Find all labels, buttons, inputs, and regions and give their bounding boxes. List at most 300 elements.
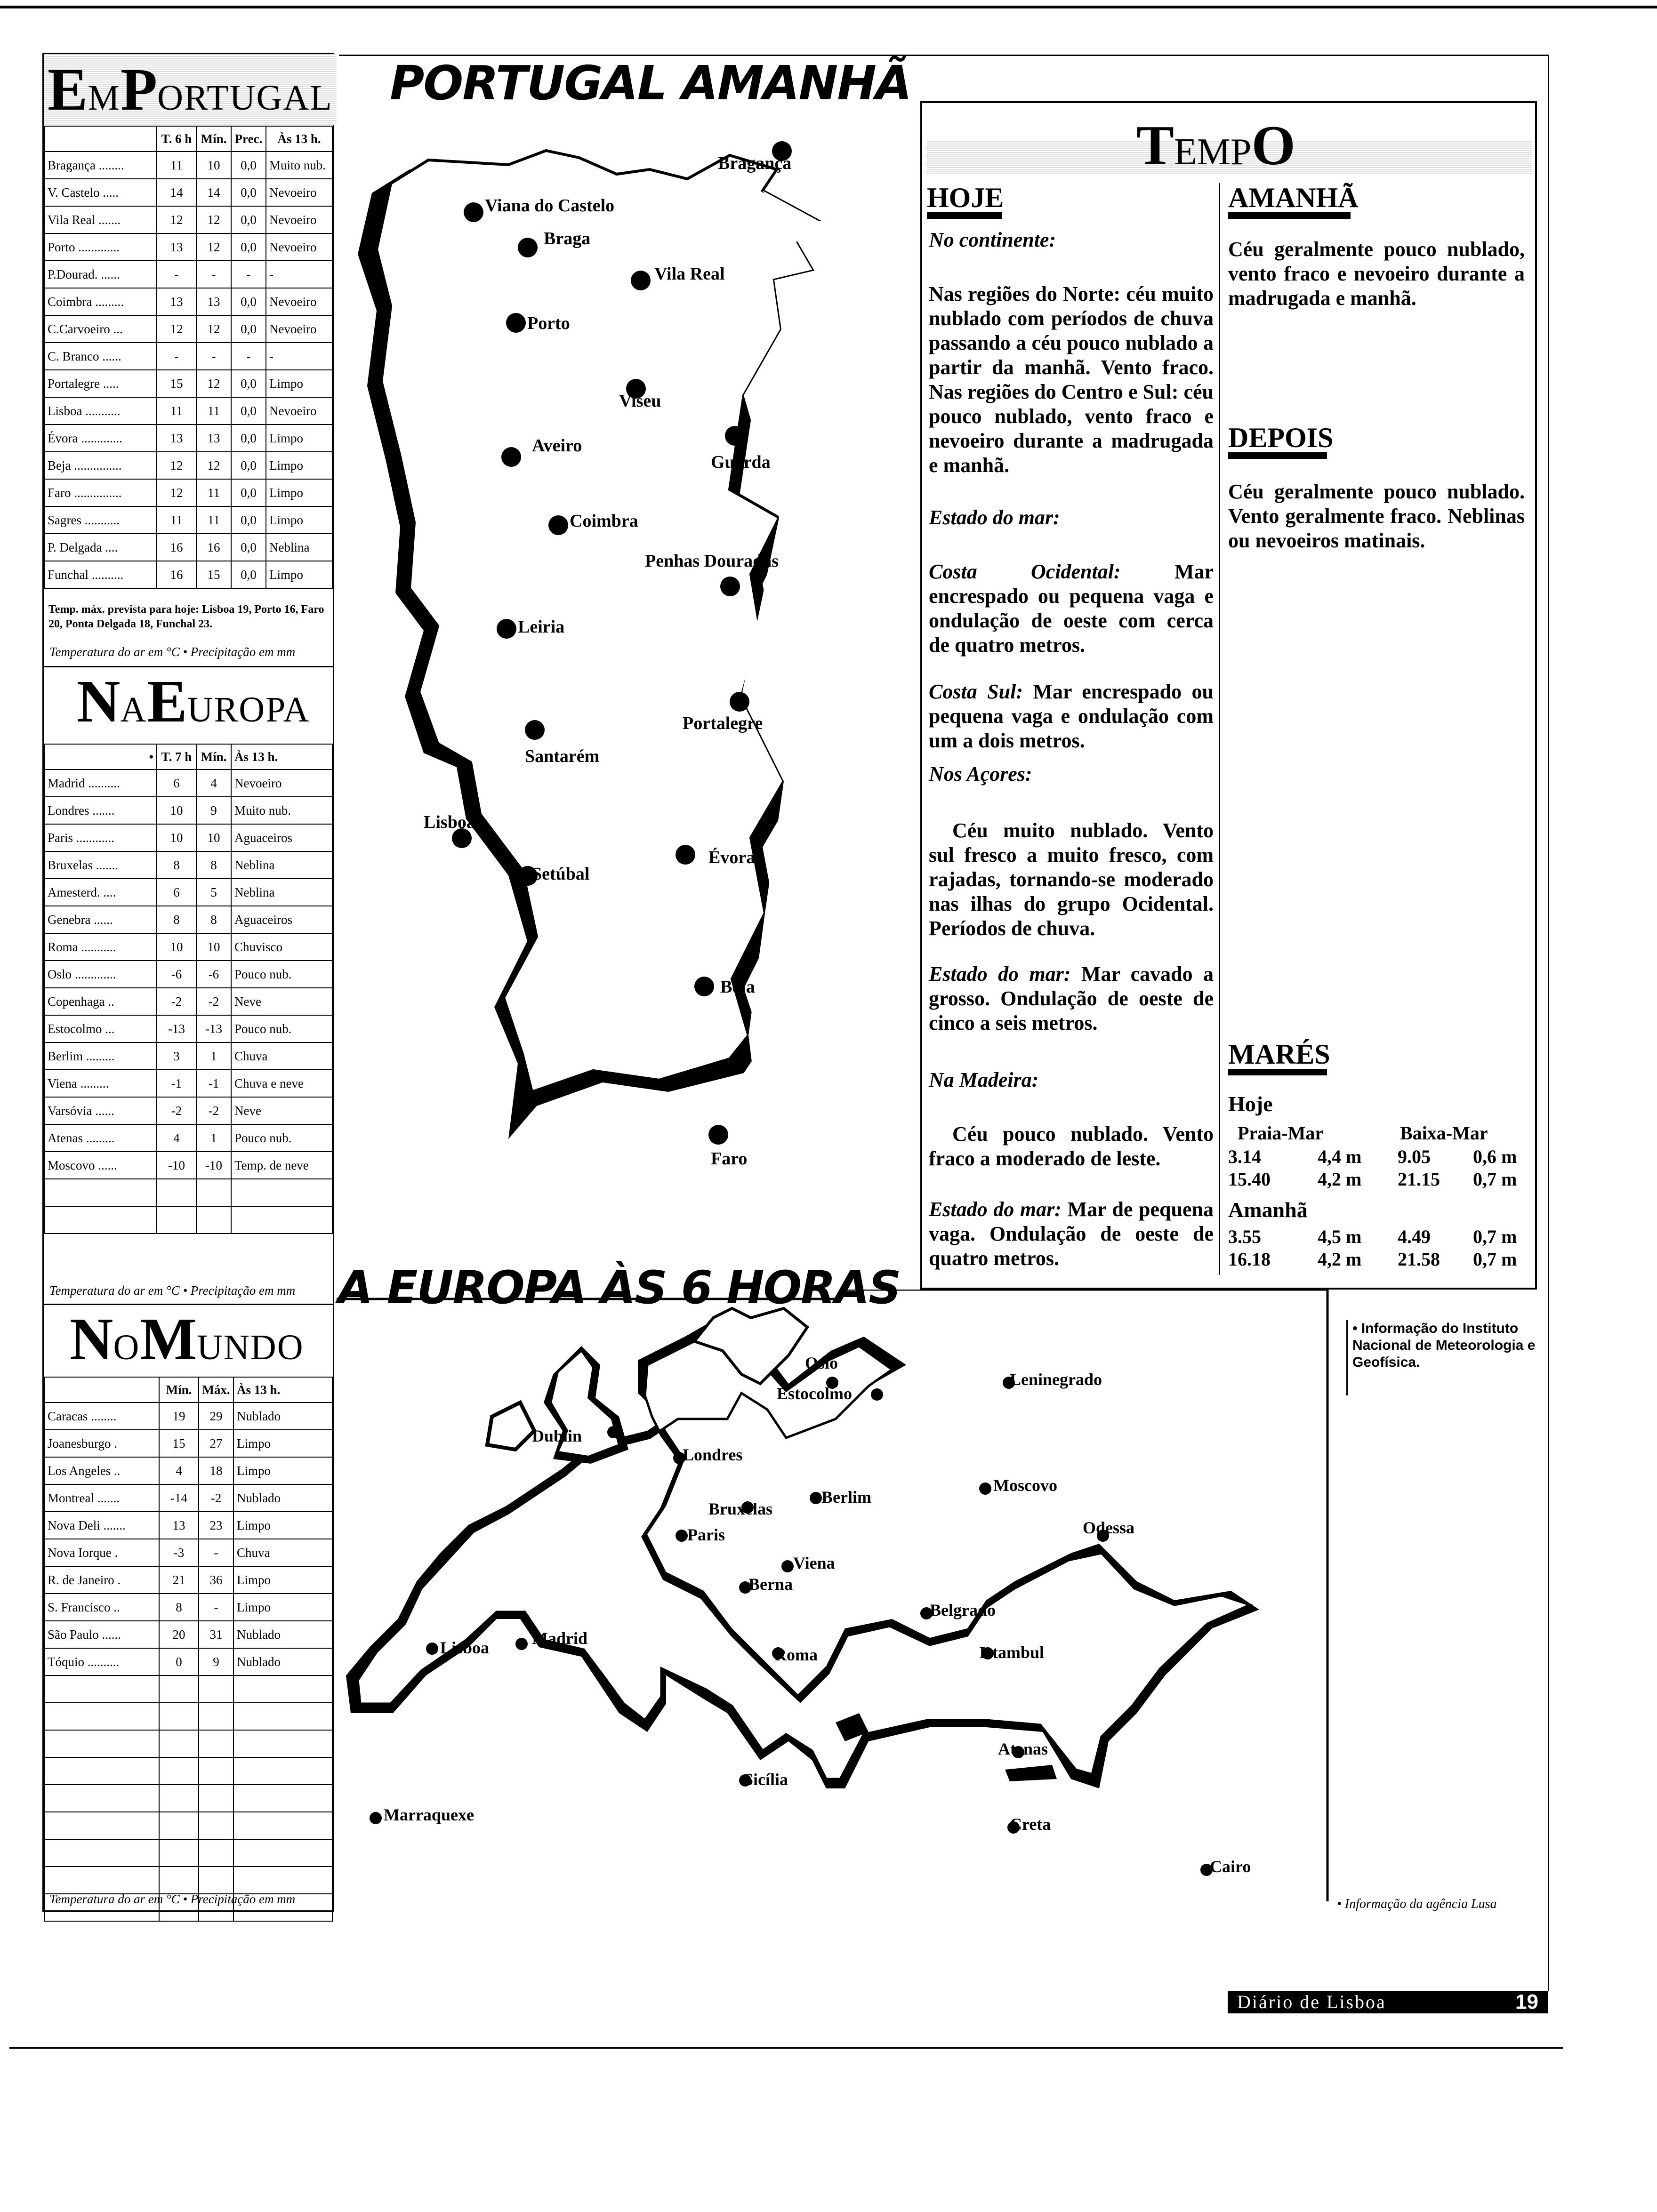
value-cell <box>157 1206 196 1234</box>
city-label: Belgrado <box>930 1601 996 1619</box>
value-cell: 1 <box>196 1042 231 1070</box>
city-cell: Varsóvia ...... <box>44 1097 157 1124</box>
table-row <box>44 1648 332 1675</box>
value-cell: -2 <box>157 1097 196 1124</box>
value-cell: Chuva <box>231 1042 332 1070</box>
table-row <box>44 1484 332 1512</box>
value-cell <box>159 1703 199 1730</box>
right-rule <box>1548 55 1549 1991</box>
inmg-note: • Informação do Instituto Nacional de Meteorologia e Geofísica. <box>1346 1320 1541 1395</box>
portugal-map-heading: PORTUGAL AMANHÃ <box>390 56 911 111</box>
value-cell <box>159 1675 199 1703</box>
city-cell: Bragança ........ <box>44 152 157 179</box>
table-row <box>44 1566 332 1594</box>
value-cell: 13 <box>157 425 196 452</box>
table-row <box>44 1403 332 1430</box>
value-cell: Limpo <box>266 370 332 397</box>
costa-ocidental: Costa Ocidental: Mar encrespado ou pequena vaga e ondulação de oeste com cerca de quatro metros. <box>929 560 1214 657</box>
value-cell <box>231 1206 332 1234</box>
value-cell: 36 <box>199 1566 233 1594</box>
value-cell: Neblina <box>231 851 332 879</box>
table-row <box>44 561 332 588</box>
table-row <box>44 1730 332 1757</box>
paper-name: Diário de Lisboa <box>1237 1991 1386 2012</box>
value-cell: 12 <box>196 233 231 261</box>
value-cell: Nublado <box>233 1648 332 1675</box>
city-marker <box>515 1638 528 1650</box>
value-cell: Temp. de neve <box>231 1152 332 1179</box>
value-cell: 31 <box>199 1621 233 1648</box>
value-cell <box>199 1867 233 1894</box>
city-marker <box>501 447 521 467</box>
city-cell: V. Castelo ..... <box>44 179 157 206</box>
madeira-text: Céu pouco nublado. Vento fraco a moderado de leste. <box>929 1122 1214 1170</box>
city-cell <box>44 1675 159 1703</box>
value-cell: 13 <box>196 425 231 452</box>
em-portugal-title: EMPORTUGAL <box>44 54 337 125</box>
footer-rule <box>9 2047 1563 2049</box>
value-cell: Nevoeiro <box>266 179 332 206</box>
acores-label: Nos Açores: <box>929 762 1032 785</box>
value-cell <box>233 1839 332 1867</box>
city-cell <box>44 1703 159 1730</box>
table-row <box>44 1070 332 1097</box>
value-cell: 0 <box>159 1648 199 1675</box>
table-row <box>44 261 332 288</box>
value-cell: 6 <box>157 879 196 906</box>
city-marker <box>506 313 526 333</box>
value-cell: Neve <box>231 988 332 1015</box>
depois-text: Céu geralmente pouco nublado. Vento geralmente fraco. Neblinas ou nevoeiros matinais. <box>1228 480 1525 552</box>
city-cell: Joanesburgo . <box>44 1430 159 1457</box>
city-label: Sicília <box>744 1770 788 1789</box>
value-cell: 14 <box>157 179 196 206</box>
city-cell: Estocolmo ... <box>44 1015 157 1042</box>
tide-value: 9.05 <box>1398 1146 1431 1167</box>
value-cell: 5 <box>196 879 231 906</box>
value-cell: 14 <box>196 179 231 206</box>
value-cell: 13 <box>159 1512 199 1539</box>
value-cell <box>231 1179 332 1206</box>
table-row <box>44 961 332 988</box>
city-label: Bragança <box>718 153 792 173</box>
value-cell: Pouco nub. <box>231 961 332 988</box>
amanha-heading: AMANHÃ <box>1228 183 1351 219</box>
table-row <box>44 879 332 906</box>
value-cell: 11 <box>157 506 196 534</box>
city-cell: Madrid .......... <box>44 769 157 797</box>
city-cell <box>44 1785 159 1812</box>
value-cell <box>199 1703 233 1730</box>
value-cell: 9 <box>199 1648 233 1675</box>
city-label: Lisboa <box>440 1638 490 1657</box>
value-cell: 21 <box>159 1566 199 1594</box>
city-marker <box>426 1643 438 1655</box>
city-cell <box>44 1812 159 1839</box>
tide-value: 16.18 <box>1228 1249 1271 1270</box>
value-cell: Chuva e neve <box>231 1070 332 1097</box>
value-cell: Limpo <box>233 1430 332 1457</box>
mares-hoje-label: Hoje <box>1228 1092 1273 1116</box>
table-row <box>44 370 332 397</box>
lusa-note: • Informação da agência Lusa <box>1337 1897 1497 1911</box>
value-cell <box>199 1839 233 1867</box>
city-cell: P. Delgada .... <box>44 534 157 561</box>
value-cell: 0,0 <box>231 179 266 206</box>
value-cell: 3 <box>157 1042 196 1070</box>
value-cell: 12 <box>196 315 231 343</box>
value-cell: 11 <box>196 506 231 534</box>
city-label: Viana do Castelo <box>485 196 615 216</box>
value-cell: -2 <box>157 988 196 1015</box>
city-marker <box>781 1560 794 1572</box>
value-cell: 0,0 <box>231 288 266 315</box>
table-row <box>44 315 332 343</box>
value-cell <box>233 1867 332 1894</box>
value-cell: Neve <box>231 1097 332 1124</box>
value-cell <box>196 1206 231 1234</box>
value-cell: Nevoeiro <box>231 769 332 797</box>
value-cell: 0,0 <box>231 233 266 261</box>
city-marker <box>810 1492 822 1504</box>
value-cell: 13 <box>157 288 196 315</box>
city-cell: Faro ............... <box>44 479 157 506</box>
value-cell: -6 <box>196 961 231 988</box>
value-cell: -14 <box>159 1484 199 1512</box>
city-label: Faro <box>711 1149 748 1169</box>
city-cell <box>44 1730 159 1757</box>
praia-mar-label: Praia-Mar <box>1238 1122 1324 1144</box>
value-cell: 8 <box>157 906 196 933</box>
value-cell <box>159 1867 199 1894</box>
mares-heading: MARÉS <box>1228 1040 1327 1075</box>
value-cell: 10 <box>196 824 231 851</box>
column-divider <box>1219 183 1220 1275</box>
amanha-text: Céu geralmente pouco nublado, vento fraco e nevoeiro durante a madrugada e manhã. <box>1228 238 1525 310</box>
city-cell: Genebra ...... <box>44 906 157 933</box>
value-cell: 15 <box>157 370 196 397</box>
table-row <box>44 851 332 879</box>
value-cell: Aguaceiros <box>231 906 332 933</box>
city-marker <box>607 1426 619 1438</box>
city-cell: Beja ............... <box>44 452 157 479</box>
no-mundo-caption: Temperatura do ar em °C • Precipitação em mm <box>49 1892 296 1906</box>
value-cell <box>199 1730 233 1757</box>
value-cell <box>159 1730 199 1757</box>
city-cell: Amesterd. .... <box>44 879 157 906</box>
city-marker <box>525 720 545 740</box>
city-label: Estocolmo <box>777 1384 852 1403</box>
value-cell: 12 <box>196 206 231 233</box>
table-row <box>44 1015 332 1042</box>
city-label: Berna <box>748 1575 793 1594</box>
city-label: Dublin <box>532 1427 582 1445</box>
city-marker <box>548 515 568 535</box>
table-row <box>44 1206 332 1234</box>
na-europa-title: NAEUROPA <box>77 668 310 735</box>
table-row <box>44 534 332 561</box>
city-label: Roma <box>774 1645 818 1664</box>
em-portugal-caption: Temperatura do ar em °C • Precipitação em mm <box>49 645 296 659</box>
top-rule <box>0 6 1657 8</box>
city-cell: Montreal ....... <box>44 1484 159 1512</box>
value-cell: 20 <box>159 1621 199 1648</box>
tide-value: 4,2 m <box>1318 1249 1362 1270</box>
value-cell: -1 <box>157 1070 196 1097</box>
continente-text: Nas regiões do Norte: céu muito nublado com períodos de chuva passando a céu pouco nublado a partir da manhã. Vento fraco. Nas regiões do Centro e Sul: céu pouco nublado, vento fraco e nevoeiro durante a madrugada e manhã. <box>929 282 1214 477</box>
value-cell: 0,0 <box>231 315 266 343</box>
city-label: Beja <box>720 977 755 997</box>
value-cell: 12 <box>196 452 231 479</box>
value-cell: 0,0 <box>231 397 266 425</box>
city-cell: Londres ....... <box>44 797 157 824</box>
value-cell: - <box>231 261 266 288</box>
value-cell: 0,0 <box>231 370 266 397</box>
divider <box>44 666 333 667</box>
value-cell: -1 <box>196 1070 231 1097</box>
value-cell: Limpo <box>266 506 332 534</box>
value-cell: 10 <box>157 933 196 961</box>
value-cell <box>199 1675 233 1703</box>
tide-value: 21.58 <box>1398 1249 1440 1270</box>
value-cell: Neblina <box>231 879 332 906</box>
hoje-heading: HOJE <box>927 183 1002 219</box>
value-cell: 27 <box>199 1430 233 1457</box>
tide-value: 21.15 <box>1398 1169 1440 1190</box>
city-label: Santarém <box>525 746 600 766</box>
city-label: Cairo <box>1210 1857 1251 1876</box>
city-marker <box>725 426 745 446</box>
value-cell <box>159 1839 199 1867</box>
value-cell: - <box>266 343 332 370</box>
value-cell: 0,0 <box>231 425 266 452</box>
city-label: Oslo <box>805 1354 838 1372</box>
city-cell <box>44 1179 157 1206</box>
city-label: Guarda <box>711 452 771 472</box>
city-cell: R. de Janeiro . <box>44 1566 159 1594</box>
value-cell: 12 <box>196 370 231 397</box>
footer-bar <box>1228 1991 1548 2013</box>
value-cell: 19 <box>159 1403 199 1430</box>
mares-amanha-label: Amanhã <box>1228 1198 1308 1222</box>
table-row <box>44 479 332 506</box>
tide-value: 0,6 m <box>1473 1146 1517 1167</box>
page-number: 19 <box>1515 1990 1538 2013</box>
table-row <box>44 1703 332 1730</box>
value-cell: Limpo <box>233 1594 332 1621</box>
table-row <box>44 1124 332 1152</box>
table-row <box>44 1785 332 1812</box>
city-cell <box>44 1757 159 1785</box>
value-cell: - <box>199 1539 233 1566</box>
value-cell: -10 <box>196 1152 231 1179</box>
value-cell <box>233 1730 332 1757</box>
value-cell: 10 <box>157 824 196 851</box>
city-label: Marraquexe <box>384 1805 474 1824</box>
value-cell: 11 <box>157 397 196 425</box>
city-label: Aveiro <box>532 436 582 456</box>
city-label: Penhas Douradas <box>645 551 779 571</box>
city-cell: Berlim ......... <box>44 1042 157 1070</box>
city-label: Setúbal <box>532 864 590 884</box>
tide-value: 4,4 m <box>1318 1146 1362 1167</box>
table-row <box>44 1867 332 1894</box>
city-cell: Tóquio .......... <box>44 1648 159 1675</box>
value-cell: -6 <box>157 961 196 988</box>
value-cell: Limpo <box>266 452 332 479</box>
city-label: Paris <box>687 1525 725 1544</box>
value-cell: -13 <box>196 1015 231 1042</box>
value-cell: 12 <box>157 206 196 233</box>
costa-sul: Costa Sul: Mar encrespado ou pequena vaga e ondulação com um a dois metros. <box>929 680 1214 752</box>
max-temp-note: Temp. máx. prevista para hoje: Lisboa 19, Porto 16, Faro 20, Ponta Delgada 18, Funchal 23. <box>48 603 324 630</box>
value-cell <box>159 1812 199 1839</box>
table-row <box>44 425 332 452</box>
value-cell: -13 <box>157 1015 196 1042</box>
city-marker <box>370 1812 382 1824</box>
value-cell: 15 <box>196 561 231 588</box>
city-marker <box>497 619 516 639</box>
city-marker <box>694 977 714 996</box>
value-cell: Pouco nub. <box>231 1124 332 1152</box>
table-row <box>44 1179 332 1206</box>
tempo-box <box>920 101 1537 1290</box>
value-cell: 10 <box>196 152 231 179</box>
value-cell <box>199 1757 233 1785</box>
city-label: Lisboa <box>424 812 475 832</box>
table-row <box>44 152 332 179</box>
city-cell: C. Branco ...... <box>44 343 157 370</box>
table-row <box>44 1152 332 1179</box>
value-cell: 13 <box>196 288 231 315</box>
no-mundo-title: NOMUNDO <box>70 1306 304 1372</box>
value-cell <box>199 1812 233 1839</box>
tide-value: 3.55 <box>1228 1226 1261 1247</box>
value-cell: Nevoeiro <box>266 315 332 343</box>
city-cell: Nova Iorque . <box>44 1539 159 1566</box>
acores-mar: Estado do mar: Mar cavado a grosso. Ondulação de oeste de cinco a seis metros. <box>929 962 1214 1034</box>
table-row <box>44 1430 332 1457</box>
table-row <box>44 1594 332 1621</box>
value-cell: 0,0 <box>231 479 266 506</box>
value-cell: Chuva <box>233 1539 332 1566</box>
city-label: Porto <box>527 313 570 333</box>
city-cell: Moscovo ...... <box>44 1152 157 1179</box>
city-cell: Viena ......... <box>44 1070 157 1097</box>
value-cell: Nevoeiro <box>266 397 332 425</box>
city-cell <box>44 1206 157 1234</box>
value-cell: 0,0 <box>231 452 266 479</box>
no-mundo-table <box>44 1377 333 1922</box>
value-cell: 15 <box>159 1430 199 1457</box>
value-cell: Limpo <box>233 1457 332 1484</box>
value-cell: 12 <box>157 452 196 479</box>
value-cell: Nevoeiro <box>266 288 332 315</box>
portugal-map <box>339 113 918 1261</box>
table-row <box>44 797 332 824</box>
left-column <box>42 53 334 1912</box>
city-marker <box>676 1530 688 1542</box>
acores-text: Céu muito nublado. Vento sul fresco a muito fresco, com rajadas, tornando-se moderado nas ilhas do grupo Ocidental. Períodos de chuva. <box>929 819 1214 940</box>
city-cell <box>44 1867 159 1894</box>
tempo-title: TEMPO <box>1136 114 1295 176</box>
table-row <box>44 1042 332 1070</box>
city-label: Coimbra <box>570 511 638 531</box>
tide-value: 4.49 <box>1398 1226 1431 1247</box>
table-row <box>44 452 332 479</box>
table-row <box>44 1675 332 1703</box>
value-cell: 0,0 <box>231 561 266 588</box>
value-cell: - <box>196 261 231 288</box>
city-cell <box>44 1839 159 1867</box>
table-row <box>44 1457 332 1484</box>
value-cell <box>233 1703 332 1730</box>
city-cell: Sagres ........... <box>44 506 157 534</box>
city-cell: Oslo ............. <box>44 961 157 988</box>
city-label: Viena <box>793 1554 835 1572</box>
city-cell: Los Angeles .. <box>44 1457 159 1484</box>
city-cell: Funchal .......... <box>44 561 157 588</box>
value-cell: 13 <box>157 233 196 261</box>
table-row <box>44 1757 332 1785</box>
value-cell <box>159 1785 199 1812</box>
city-label: Madrid <box>532 1629 588 1648</box>
value-cell: Nevoeiro <box>266 233 332 261</box>
value-cell: - <box>199 1594 233 1621</box>
city-marker <box>464 202 483 222</box>
city-cell: Paris ............ <box>44 824 157 851</box>
value-cell: Muito nub. <box>266 152 332 179</box>
continente-label: No continente: <box>929 228 1056 251</box>
city-cell: Vila Real ....... <box>44 206 157 233</box>
value-cell: -2 <box>196 988 231 1015</box>
value-cell: Aguaceiros <box>231 824 332 851</box>
city-cell: Bruxelas ....... <box>44 851 157 879</box>
value-cell: 8 <box>157 851 196 879</box>
city-cell: Atenas ......... <box>44 1124 157 1152</box>
value-cell: Limpo <box>233 1566 332 1594</box>
value-cell: 6 <box>157 769 196 797</box>
na-europa-table <box>44 744 333 1234</box>
table-header-row: Mín. Máx. Às 13 h. <box>44 1377 332 1403</box>
value-cell <box>159 1757 199 1785</box>
city-cell: Nova Deli ....... <box>44 1512 159 1539</box>
city-marker <box>871 1388 883 1401</box>
value-cell <box>233 1785 332 1812</box>
table-row <box>44 1539 332 1566</box>
value-cell: Limpo <box>266 425 332 452</box>
value-cell: 12 <box>157 315 196 343</box>
value-cell: 4 <box>157 1124 196 1152</box>
depois-heading: DEPOIS <box>1228 423 1327 459</box>
table-row <box>44 233 332 261</box>
city-cell: P.Dourad. ...... <box>44 261 157 288</box>
value-cell: 12 <box>157 479 196 506</box>
city-marker <box>708 1125 728 1145</box>
value-cell: Limpo <box>266 561 332 588</box>
table-row <box>44 824 332 851</box>
value-cell: Chuvisco <box>231 933 332 961</box>
value-cell: 11 <box>157 152 196 179</box>
value-cell: 23 <box>199 1512 233 1539</box>
value-cell: -2 <box>196 1097 231 1124</box>
value-cell: 8 <box>196 906 231 933</box>
city-marker <box>676 845 695 865</box>
value-cell <box>233 1757 332 1785</box>
value-cell: 0,0 <box>231 506 266 534</box>
value-cell <box>233 1812 332 1839</box>
value-cell: 0,0 <box>231 206 266 233</box>
